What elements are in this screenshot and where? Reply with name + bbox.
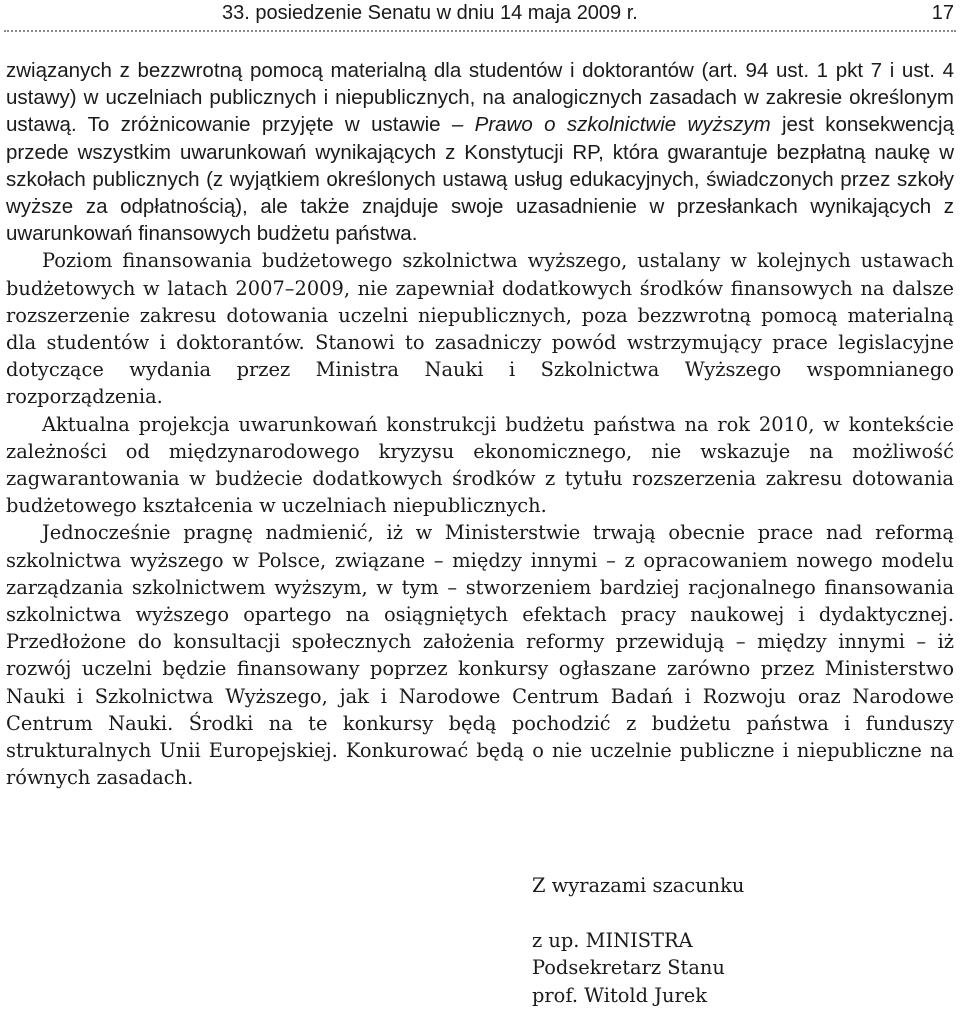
paragraph-1-italic-title: Prawo o szkolnictwie wyższym (474, 113, 771, 137)
signature-line-2: Podsekretarz Stanu (532, 956, 725, 980)
document-body (6, 57, 954, 791)
signature-block (532, 872, 744, 1009)
paragraph-3: Aktualna projekcja uwarunkowań konstrukcji budżetu państwa na rok 2010, w kontekście zależności od międzynarodowego kryzysu ekonomicznego, nie wskazuje na możliwość zagwarantowania w budżecie dodatkowych środków z tytułu rozszerzenia zakresu dotowania budżetowego kształcenia w uczelniach niepublicznych. (6, 412, 954, 518)
signature-line-1: z up. MINISTRA (532, 928, 693, 952)
paragraph-1-text-b: jest konsekwencją przede wszystkim uwarunkowań wynikających z Konstytucji RP, która gwarantuje bezpłatną naukę w szkołach publicznych (z wyjątkiem określonych ustawą usług edukacyjnych, świadczonych przez szkoły wyższe za odpłatnością), ale także znajduje swoje uzasadnienie w przesłankach wynikających z uwarunkowań finansowych budżetu państwa. (6, 113, 955, 246)
paragraph-4: Jednocześnie pragnę nadmienić, iż w Ministerstwie trwają obecnie prace nad reformą szkolnictwa wyższego w Polsce, związane – między innymi – z opracowaniem nowego modelu zarządzania szkolnictwem wyższym, w tym – stworzeniem bardziej racjonalnego finansowania szkolnictwa wyższego opartego na osiągniętych efektach pracy naukowej i dydaktycznej. Przedłożone do konsultacji społecznych założenia reformy przewidują – między innymi – iż rozwój uczelni będzie finansowany poprzez konkursy ogłaszane zarówno przez Ministerstwo Nauki i Szkolnictwa Wyższego, jak i Narodowe Centrum Badań i Rozwoju oraz Narodowe Centrum Nauki. Środki na te konkursy będą pochodzić z budżetu państwa i funduszy strukturalnych Unii Europejskiej. Konkurować będą o nie uczelnie publiczne i niepubliczne na równych zasadach. (6, 521, 954, 790)
paragraph-2: Poziom finansowania budżetowego szkolnictwa wyższego, ustalany w kolejnych ustawach budżetowych w latach 2007–2009, nie zapewniał dodatkowych środków finansowych na dalsze rozszerzenie zakresu dotowania uczelni niepublicznych, poza bezzwrotną pomocą materialną dla studentów i doktorantów. Stanowi to zasadniczy powód wstrzymujący prace legislacyjne dotyczące wydania przez Ministra Nauki i Szkolnictwa Wyższego wspomnianego rozporządzenia. (6, 249, 954, 409)
closing-line: Z wyrazami szacunku (532, 874, 745, 897)
header-divider (4, 30, 956, 32)
signature-line-3: prof. Witold Jurek (532, 983, 707, 1007)
page-number: 17 (931, 2, 954, 24)
paragraph-1 (6, 57, 954, 247)
paragraph-1-text-a: związanych z bezzwrotną pomocą materialną dla studentów i doktorantów (art. 94 ust. 1 pkt 7 i ust. 4 ustawy) w uczelniach publicznych i niepublicznych, na analogicznych zasadach w zakresie określonym ustawą. To zróżnicowanie przyjęte w ustawie – (6, 59, 954, 137)
header-title: 33. posiedzenie Senatu w dniu 14 maja 2009 r. (222, 2, 638, 24)
signature-spacer (532, 900, 744, 927)
page-header (0, 0, 960, 36)
